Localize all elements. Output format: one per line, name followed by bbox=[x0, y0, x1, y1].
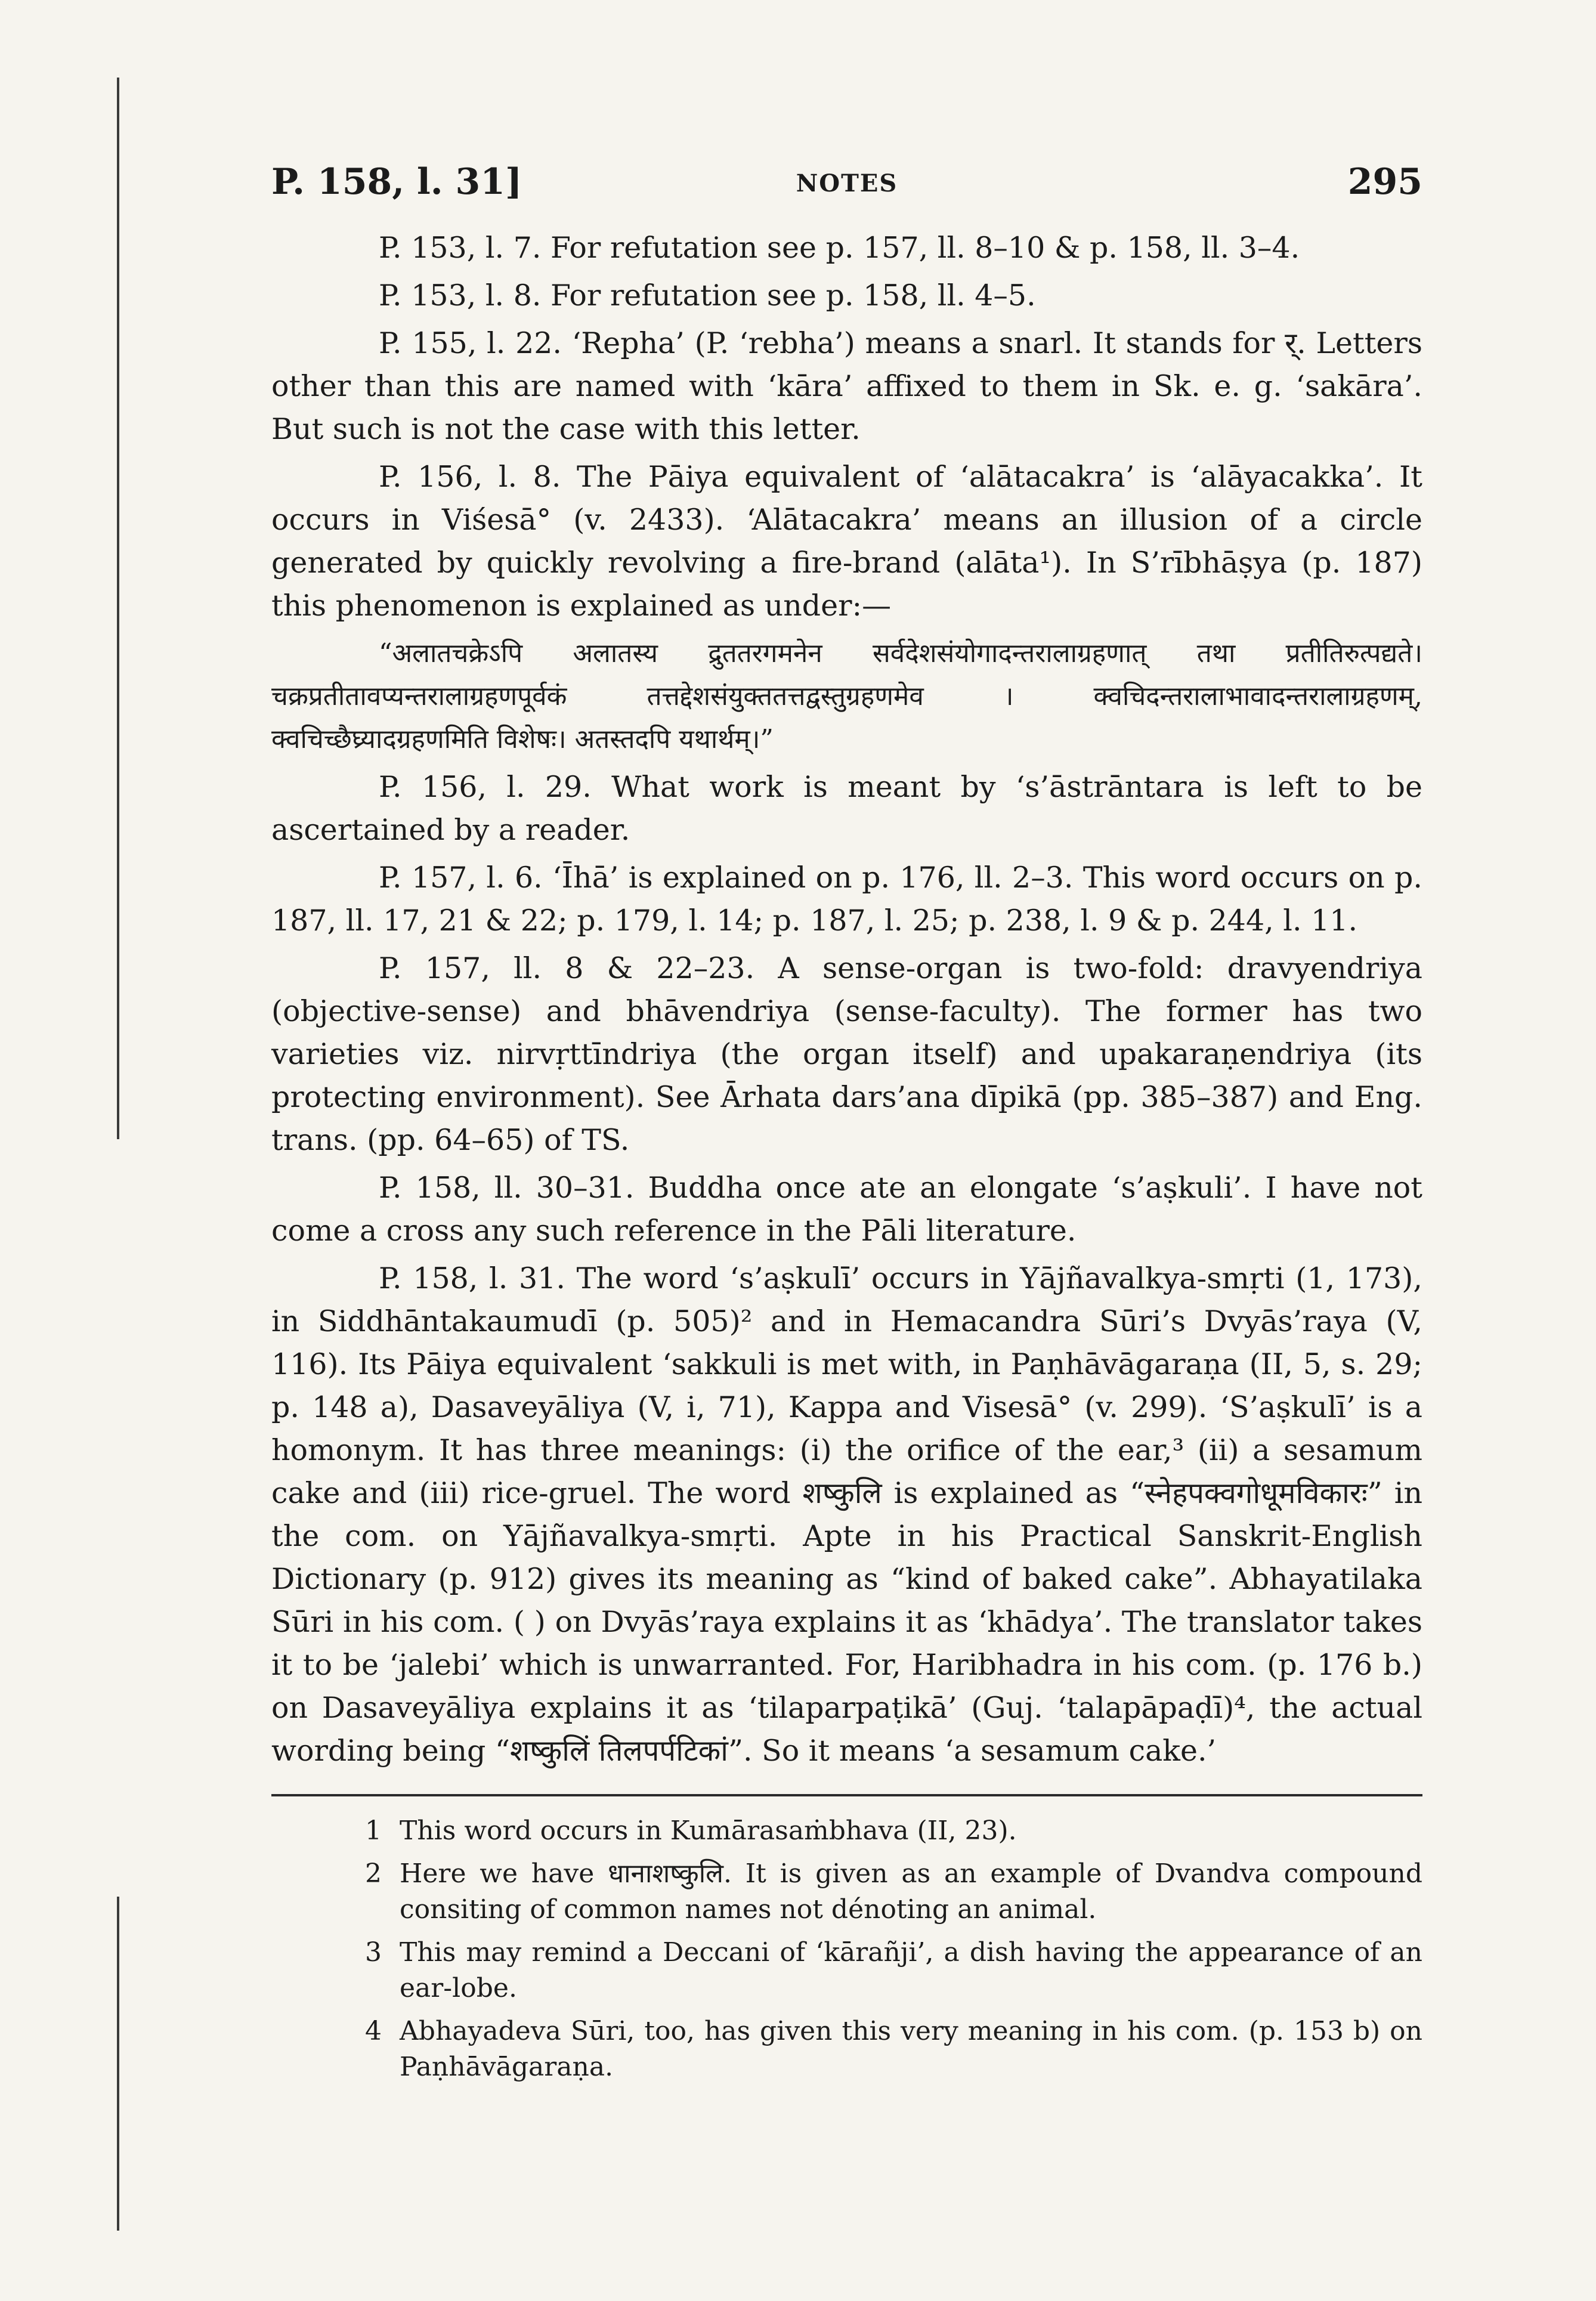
note-paragraph: P. 153, l. 7. For refutation see p. 157, ll. 8–10 & p. 158, ll. 3–4. bbox=[379, 231, 1300, 265]
note-paragraph: P. 157, ll. 8 & 22–23. A sense-organ is two-fold: dravyendriya (objective-sense) and bhāvendriya (sense-faculty). The former has two varieties viz. nirvṛttīndriya (the organ itself) and upakaraṇendriya (its protecting environment). See Ārhata dars’ana dīpikā (pp. 385–387) and Eng. trans. (pp. 64–65) of TS. bbox=[271, 951, 1422, 1157]
note-paragraph: P. 158, ll. 30–31. Buddha once ate an elongate ‘s’aṣkuli’. I have not come a cross any such reference in the Pāli literature. bbox=[271, 1171, 1422, 1248]
footnote-text: Here we have धानाशष्कुलि. It is given as an example of Dvandva compound consiting of common names not dénoting an animal. bbox=[400, 1858, 1422, 1925]
page-number: 295 bbox=[1347, 161, 1422, 203]
running-header bbox=[271, 161, 1422, 227]
footnote-number: 2 bbox=[365, 1858, 382, 1889]
note-paragraph: P. 156, l. 29. What work is meant by ‘s’āstrāntara is left to be ascertained by a reader. bbox=[271, 770, 1422, 847]
footnote bbox=[271, 1935, 1422, 2006]
scan-margin-line-lower bbox=[117, 1897, 119, 2231]
header-title: NOTES bbox=[796, 169, 898, 197]
footnotes bbox=[271, 1813, 1422, 2085]
footnote-text: This word occurs in Kumārasaṁbhava (II, 23). bbox=[400, 1816, 1017, 1846]
header-reference: P. 158, l. 31] bbox=[271, 161, 522, 203]
footnote bbox=[271, 1813, 1422, 1849]
footnote-text: Abhayadeva Sūri, too, has given this very meaning in his com. (p. 153 b) on Paṇhāvāgaraṇa. bbox=[400, 2016, 1422, 2082]
footnote-divider bbox=[271, 1794, 1422, 1796]
note-paragraph: P. 155, l. 22. ‘Repha’ (P. ‘rebha’) means a snarl. It stands for र्. Letters other than this are named with ‘kāra’ affixed to them in Sk. e. g. ‘sakāra’. But such is not the case with this letter. bbox=[271, 326, 1422, 446]
footnote-text: This may remind a Deccani of ‘kārañji’, a dish having the appearance of an ear-lobe. bbox=[400, 1937, 1422, 2003]
notes-body bbox=[271, 227, 1422, 1773]
scan-margin-line-upper bbox=[117, 78, 119, 1139]
sanskrit-quotation: “अलातचक्रेऽपि अलातस्य द्रुततरगमनेन सर्वदेशसंयोगादन्तरालाग्रहणात् तथा प्रतीतिरुत्पद्यते। चक्रप्रतीतावप्यन्तरालाग्रहणपूर्वकं तत्तद्देशसंयुक्ततत्तद्वस्तुग्रहणमेव । क्वचिदन्तरालाभावादन्तरालाग्रहणम्, क्वचिच्छैघ्र्यादग्रहणमिति विशेषः। अतस्तदपि यथार्थम्।” bbox=[271, 638, 1422, 754]
footnote-number: 3 bbox=[365, 1937, 382, 1968]
note-paragraph: P. 156, l. 8. The Pāiya equivalent of ‘alātacakra’ is ‘alāyacakka’. It occurs in Viśesā° (v. 2433). ‘Alātacakra’ means an illusion of a circle generated by quickly revolving a fire-brand (alāta¹). In S’rībhāṣya (p. 187) this phenomenon is explained as under:— bbox=[271, 460, 1422, 623]
footnote bbox=[271, 2014, 1422, 2085]
note-paragraph: P. 153, l. 8. For refutation see p. 158, ll. 4–5. bbox=[379, 279, 1036, 313]
footnote bbox=[271, 1856, 1422, 1928]
page bbox=[271, 161, 1422, 2092]
footnote-number: 1 bbox=[365, 1816, 382, 1846]
note-paragraph: P. 157, l. 6. ‘Īhā’ is explained on p. 176, ll. 2–3. This word occurs on p. 187, ll. 17, 21 & 22; p. 179, l. 14; p. 187, l. 25; p. 238, l. 9 & p. 244, l. 11. bbox=[271, 861, 1422, 938]
note-paragraph: P. 158, l. 31. The word ‘s’aṣkulī’ occurs in Yājñavalkya-smṛti (1, 173), in Siddhāntakaumudī (p. 505)² and in Hemacandra Sūri’s Dvyās’raya (V, 116). Its Pāiya equivalent ‘sakkuli is met with, in Paṇhāvāgaraṇa (II, 5, s. 29; p. 148 a), Dasaveyāliya (V, i, 71), Kappa and Visesā° (v. 299). ‘S’aṣkulī’ is a homonym. It has three meanings: (i) the orifice of the ear,³ (ii) a sesamum cake and (iii) rice-gruel. The word शष्कुलि is explained as “स्नेहपक्वगोधूमविकारः” in the com. on Yājñavalkya-smṛti. Apte in his Practical Sanskrit-English Dictionary (p. 912) gives its meaning as “kind of baked cake”. Abhayatilaka Sūri in his com. ( ) on Dvyās’raya explains it as ‘khādya’. The translator takes it to be ‘jalebi’ which is unwarranted. For, Haribhadra in his com. (p. 176 b.) on Dasaveyāliya explains it as ‘tilaparpaṭikā’ (Guj. ‘talapāpaḍī)⁴, the actual wording being “शष्कुलिं तिलपर्पटिकां”. So it means ‘a sesamum cake.’ bbox=[271, 1261, 1422, 1768]
footnote-number: 4 bbox=[365, 2016, 382, 2046]
